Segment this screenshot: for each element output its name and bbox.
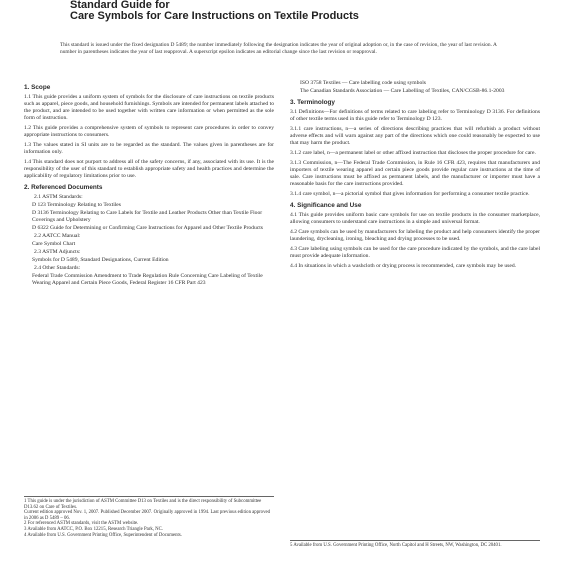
footnote: 5 Available from U.S. Government Printing Office, North Capitol and H Streets, NW, Washington, DC 20401. [290, 543, 502, 548]
doc-title-line2: Care Symbols for Care Instructions on Textile Products [70, 10, 359, 22]
reference-item: 2.2 AATCC Manual: [34, 233, 81, 239]
reference-item: Federal Trade Commission Amendment to Trade Regulation Rule Concerning Care Labeling of Textile Wearing Apparel and Certain Piece Goods, Federal Register 16 CFR Part 423 [32, 273, 263, 286]
reference-item: 2.1 ASTM Standards: [34, 194, 83, 200]
reference-item: Care Symbol Chart [32, 241, 76, 247]
paragraph-3-1-4: 3.1.4 care symbol, n—a pictorial symbol that gives information for performing a consumer textile practice. [290, 191, 530, 197]
footnotes-left [24, 496, 274, 538]
footnote: Current edition approved Nov. 1, 2007. Published December 2007. Originally approved in 1994. Last previous edition approved in 2006 as D 5489 – 06. [24, 510, 271, 521]
designation-note: This standard is issued under the fixed designation D 5489; the number immediately following the designation indicates the year of original adoption or, in the case of revision, the year of last revision. A number in parentheses indicates the year of last reapproval. A superscript epsilon indicates an editorial change since the last revision or reapproval. [60, 42, 497, 55]
paragraph-1-1: 1.1 This guide provides a uniform system of symbols for the disclosure of care instructions on textile products such as apparel, piece goods, and household furnishings. Symbols are intended for permanent labels attached to the product, and are intended to be used together with written care information or when permitted as the sole form of instruction. [24, 94, 274, 121]
paragraph-1-4: 1.4 This standard does not purport to address all of the safety concerns, if any, associated with its use. It is the responsibility of the user of this standard to establish appropriate safety and health practices and determine the applicability of regulatory limitations prior to use. [24, 159, 274, 179]
reference-item: D 123 Terminology Relating to Textiles [32, 202, 121, 208]
reference-item: The Canadian Standards Association — Care Labelling of Textiles, CAN/CGSB-86.1-2003 [300, 88, 505, 94]
reference-item: ISO 3758 Textiles — Care labelling code using symbols [300, 80, 426, 86]
paragraph-3-1: 3.1 Definitions—For definitions of terms related to care labeling refer to Terminology D 3136. For definitions of other textile terms used in this guide refer to Terminology D 123. [290, 109, 540, 122]
section-3-heading: 3. Terminology [290, 99, 335, 106]
paragraph-4-4: 4.4 In situations in which a washcloth or drying process is recommended, care symbols may be used. [290, 263, 517, 269]
footnote: 1 This guide is under the jurisdiction of ASTM Committee D13 on Textiles and is the direct responsibility of Subcommittee D13.62 on Care of Textiles. [24, 499, 262, 510]
footnote: 3 Available from AATCC, P.O. Box 12215, Research Triangle Park, NC. [24, 526, 164, 532]
paragraph-1-2: 1.2 This guide provides a comprehensive system of symbols to represent care procedures in order to convey appropriate instructions to consumers. [24, 125, 274, 138]
footnotes-right [290, 540, 540, 549]
section-2-heading: 2. Referenced Documents [24, 184, 103, 191]
paragraph-1-3: 1.3 The values stated in SI units are to be regarded as the standard. The values given in parentheses are for information only. [24, 142, 274, 155]
title-block [70, 0, 490, 22]
footnote: 4 Available from U.S. Government Printing Office, Superintendent of Documents. [24, 532, 182, 538]
paragraph-4-2: 4.2 Care symbols can be used by manufacturers for labeling the product and help consumers identify the proper laundering, drycleaning, ironing, bleaching and drying processes to be used. [290, 229, 540, 242]
paragraph-4-3: 4.3 Care labeling using symbols can be used for the care procedure indicated by the symbols, and the care label must provide adequate information. [290, 246, 540, 259]
paragraph-3-1-1: 3.1.1 care instructions, n—a series of directions describing practices that will refurbish a product without adverse effects and will warn against any part of the directions which one could reasonably be expected to use that may harm the product. [290, 126, 540, 146]
paragraph-3-1-2: 3.1.2 care label, n—a permanent label or other affixed instruction that discloses the proper procedure for care. [290, 150, 536, 156]
reference-item: 2.4 Other Standards: [34, 265, 81, 271]
doc-title-line1: Standard Guide for [70, 0, 170, 11]
reference-item: 2.3 ASTM Adjuncts: [34, 249, 81, 255]
left-column [24, 80, 274, 288]
paragraph-3-1-3: 3.1.3 Commission, n—The Federal Trade Commission, in Rule 16 CFR 423, requires that manufacturers and importers of textile wearing apparel and certain piece goods provide regular care instructions at the time of sale. Care instructions must be affixed as permanent labels, and the manufacturer or importer must have a reasonable basis for the care instructions provided. [290, 160, 540, 187]
section-4-heading: 4. Significance and Use [290, 202, 362, 209]
reference-item: D 3136 Terminology Relating to Care Labels for Textile and Leather Products Other than Textile Floor Coverings and Upholstery [32, 210, 263, 223]
reference-item: Symbols for D 5489, Standard Designations, Current Edition [32, 257, 169, 263]
reference-item: D 6322 Guide for Determining or Confirming Care Instructions for Apparel and Other Textile Products [32, 225, 263, 231]
right-column [290, 80, 540, 273]
paragraph-4-1: 4.1 This guide provides uniform basic care symbols for use on textile products in the consumer marketplace, allowing consumers to understand care instructions in a simple and universal format. [290, 212, 540, 225]
section-1-heading: 1. Scope [24, 84, 51, 91]
footnote: 2 For referenced ASTM standards, visit the ASTM website. [24, 521, 139, 527]
